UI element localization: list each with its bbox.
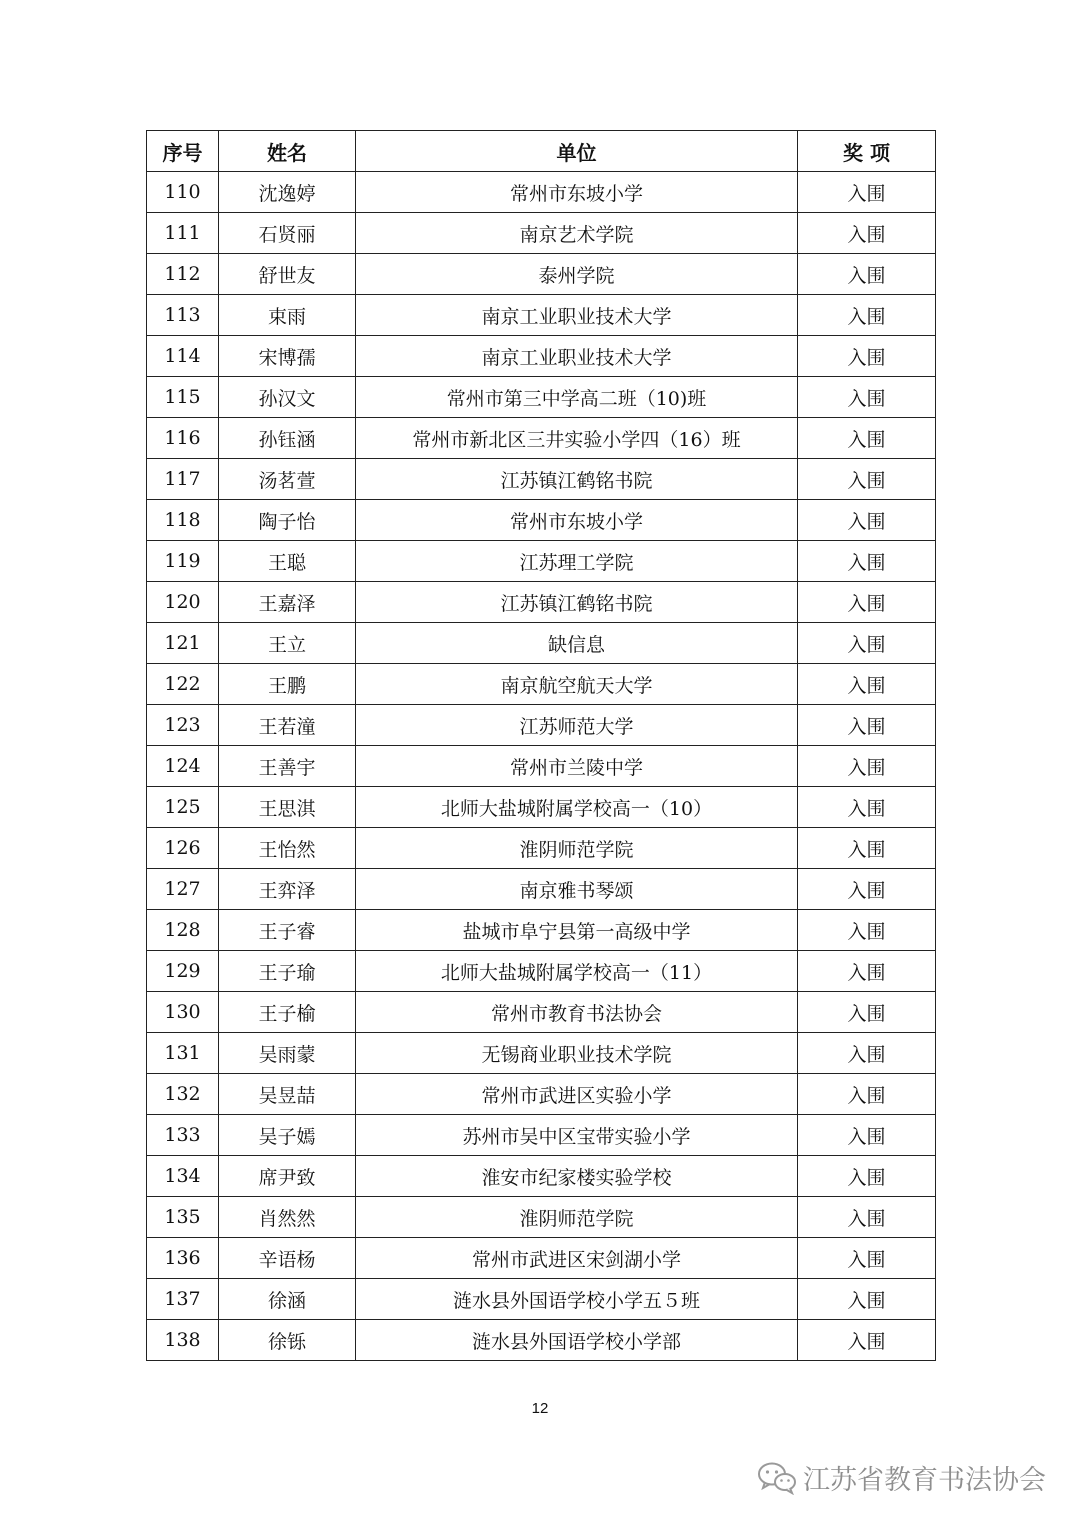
table-row <box>147 254 936 295</box>
cell-name: 辛语杨 <box>219 1238 356 1279</box>
table-row <box>147 951 936 992</box>
wechat-icon <box>757 1461 797 1495</box>
cell-number: 135 <box>147 1197 219 1238</box>
cell-name: 沈逸婷 <box>219 172 356 213</box>
cell-number: 119 <box>147 541 219 582</box>
table-row <box>147 295 936 336</box>
cell-name: 宋博孺 <box>219 336 356 377</box>
cell-unit: 常州市兰陵中学 <box>356 746 798 787</box>
cell-name: 王聪 <box>219 541 356 582</box>
cell-unit: 南京工业职业技术大学 <box>356 336 798 377</box>
cell-name: 王子瑜 <box>219 951 356 992</box>
cell-award: 入围 <box>798 1156 936 1197</box>
table-body <box>147 172 936 1361</box>
header-award: 奖 项 <box>798 131 936 172</box>
cell-unit: 常州市武进区实验小学 <box>356 1074 798 1115</box>
cell-number: 132 <box>147 1074 219 1115</box>
cell-number: 123 <box>147 705 219 746</box>
cell-name: 王善宇 <box>219 746 356 787</box>
cell-unit: 常州市东坡小学 <box>356 500 798 541</box>
cell-number: 113 <box>147 295 219 336</box>
cell-award: 入围 <box>798 1033 936 1074</box>
cell-unit: 常州市教育书法协会 <box>356 992 798 1033</box>
cell-award: 入围 <box>798 951 936 992</box>
table-row <box>147 664 936 705</box>
table-row <box>147 910 936 951</box>
cell-unit: 淮安市纪家楼实验学校 <box>356 1156 798 1197</box>
cell-name: 陶子怡 <box>219 500 356 541</box>
table-row <box>147 459 936 500</box>
cell-number: 111 <box>147 213 219 254</box>
cell-award: 入围 <box>798 459 936 500</box>
cell-name: 石贤丽 <box>219 213 356 254</box>
cell-unit: 无锡商业职业技术学院 <box>356 1033 798 1074</box>
cell-award: 入围 <box>798 1197 936 1238</box>
cell-name: 徐涵 <box>219 1279 356 1320</box>
cell-award: 入围 <box>798 418 936 459</box>
table-row <box>147 828 936 869</box>
cell-number: 128 <box>147 910 219 951</box>
cell-number: 117 <box>147 459 219 500</box>
cell-unit: 南京工业职业技术大学 <box>356 295 798 336</box>
table-row <box>147 377 936 418</box>
award-table <box>146 130 936 1361</box>
cell-unit: 盐城市阜宁县第一高级中学 <box>356 910 798 951</box>
table-row <box>147 213 936 254</box>
cell-award: 入围 <box>798 336 936 377</box>
cell-award: 入围 <box>798 1115 936 1156</box>
cell-unit: 南京航空航天大学 <box>356 664 798 705</box>
cell-name: 王嘉泽 <box>219 582 356 623</box>
table-row <box>147 992 936 1033</box>
cell-number: 134 <box>147 1156 219 1197</box>
cell-number: 115 <box>147 377 219 418</box>
cell-number: 129 <box>147 951 219 992</box>
cell-number: 131 <box>147 1033 219 1074</box>
cell-award: 入围 <box>798 295 936 336</box>
cell-name: 孙钰涵 <box>219 418 356 459</box>
cell-unit: 北师大盐城附属学校高一（11） <box>356 951 798 992</box>
cell-name: 王子睿 <box>219 910 356 951</box>
watermark-text: 江苏省教育书法协会 <box>803 1465 1046 1496</box>
cell-number: 126 <box>147 828 219 869</box>
cell-award: 入围 <box>798 172 936 213</box>
cell-unit: 涟水县外国语学校小学部 <box>356 1320 798 1361</box>
cell-number: 130 <box>147 992 219 1033</box>
cell-number: 122 <box>147 664 219 705</box>
cell-unit: 涟水县外国语学校小学五５班 <box>356 1279 798 1320</box>
cell-name: 舒世友 <box>219 254 356 295</box>
cell-award: 入围 <box>798 1238 936 1279</box>
cell-number: 136 <box>147 1238 219 1279</box>
cell-name: 王弈泽 <box>219 869 356 910</box>
cell-unit: 南京雅书琴颂 <box>356 869 798 910</box>
cell-name: 汤茗萱 <box>219 459 356 500</box>
cell-unit: 常州市新北区三井实验小学四（16）班 <box>356 418 798 459</box>
header-name: 姓名 <box>219 131 356 172</box>
cell-number: 110 <box>147 172 219 213</box>
table-row <box>147 1279 936 1320</box>
cell-award: 入围 <box>798 787 936 828</box>
cell-award: 入围 <box>798 910 936 951</box>
cell-number: 127 <box>147 869 219 910</box>
table-row <box>147 582 936 623</box>
table-row <box>147 705 936 746</box>
table-row <box>147 623 936 664</box>
cell-award: 入围 <box>798 500 936 541</box>
table-row <box>147 1238 936 1279</box>
cell-award: 入围 <box>798 213 936 254</box>
cell-unit: 江苏镇江鹤铭书院 <box>356 459 798 500</box>
cell-unit: 江苏镇江鹤铭书院 <box>356 582 798 623</box>
cell-name: 王鹏 <box>219 664 356 705</box>
cell-name: 王立 <box>219 623 356 664</box>
cell-number: 121 <box>147 623 219 664</box>
cell-number: 124 <box>147 746 219 787</box>
cell-name: 肖然然 <box>219 1197 356 1238</box>
cell-number: 118 <box>147 500 219 541</box>
cell-name: 王若潼 <box>219 705 356 746</box>
cell-name: 徐铄 <box>219 1320 356 1361</box>
table-row <box>147 1115 936 1156</box>
cell-number: 114 <box>147 336 219 377</box>
cell-unit: 常州市武进区宋剑湖小学 <box>356 1238 798 1279</box>
cell-unit: 苏州市吴中区宝带实验小学 <box>356 1115 798 1156</box>
cell-unit: 南京艺术学院 <box>356 213 798 254</box>
table-row <box>147 869 936 910</box>
cell-award: 入围 <box>798 1320 936 1361</box>
table-row <box>147 787 936 828</box>
page-number: 12 <box>531 1400 549 1417</box>
cell-number: 120 <box>147 582 219 623</box>
table-row <box>147 1156 936 1197</box>
cell-unit: 常州市东坡小学 <box>356 172 798 213</box>
cell-award: 入围 <box>798 664 936 705</box>
cell-unit: 北师大盐城附属学校高一（10） <box>356 787 798 828</box>
table-row <box>147 172 936 213</box>
cell-name: 吴昱喆 <box>219 1074 356 1115</box>
table-header-row <box>147 131 936 172</box>
cell-unit: 淮阴师范学院 <box>356 828 798 869</box>
table-row <box>147 1033 936 1074</box>
cell-name: 王子榆 <box>219 992 356 1033</box>
cell-award: 入围 <box>798 1074 936 1115</box>
table-row <box>147 746 936 787</box>
cell-number: 112 <box>147 254 219 295</box>
cell-name: 吴雨蒙 <box>219 1033 356 1074</box>
table-row <box>147 1197 936 1238</box>
cell-award: 入围 <box>798 705 936 746</box>
watermark <box>757 1458 1046 1497</box>
cell-unit: 淮阴师范学院 <box>356 1197 798 1238</box>
cell-number: 133 <box>147 1115 219 1156</box>
table-row <box>147 418 936 459</box>
cell-unit: 江苏理工学院 <box>356 541 798 582</box>
cell-name: 吴子嫣 <box>219 1115 356 1156</box>
table-row <box>147 1074 936 1115</box>
cell-unit: 江苏师范大学 <box>356 705 798 746</box>
cell-number: 137 <box>147 1279 219 1320</box>
cell-award: 入围 <box>798 869 936 910</box>
cell-name: 王思淇 <box>219 787 356 828</box>
cell-name: 席尹致 <box>219 1156 356 1197</box>
cell-award: 入围 <box>798 377 936 418</box>
cell-award: 入围 <box>798 541 936 582</box>
header-unit: 单位 <box>356 131 798 172</box>
cell-unit: 常州市第三中学高二班（10)班 <box>356 377 798 418</box>
cell-award: 入围 <box>798 828 936 869</box>
header-number: 序号 <box>147 131 219 172</box>
cell-award: 入围 <box>798 582 936 623</box>
table-row <box>147 541 936 582</box>
cell-number: 116 <box>147 418 219 459</box>
cell-award: 入围 <box>798 746 936 787</box>
table-row <box>147 336 936 377</box>
cell-name: 王怡然 <box>219 828 356 869</box>
table-row <box>147 500 936 541</box>
table-row <box>147 1320 936 1361</box>
cell-name: 孙汉文 <box>219 377 356 418</box>
cell-unit: 缺信息 <box>356 623 798 664</box>
cell-award: 入围 <box>798 623 936 664</box>
cell-award: 入围 <box>798 1279 936 1320</box>
cell-number: 138 <box>147 1320 219 1361</box>
cell-name: 束雨 <box>219 295 356 336</box>
cell-award: 入围 <box>798 992 936 1033</box>
cell-number: 125 <box>147 787 219 828</box>
cell-award: 入围 <box>798 254 936 295</box>
cell-unit: 泰州学院 <box>356 254 798 295</box>
